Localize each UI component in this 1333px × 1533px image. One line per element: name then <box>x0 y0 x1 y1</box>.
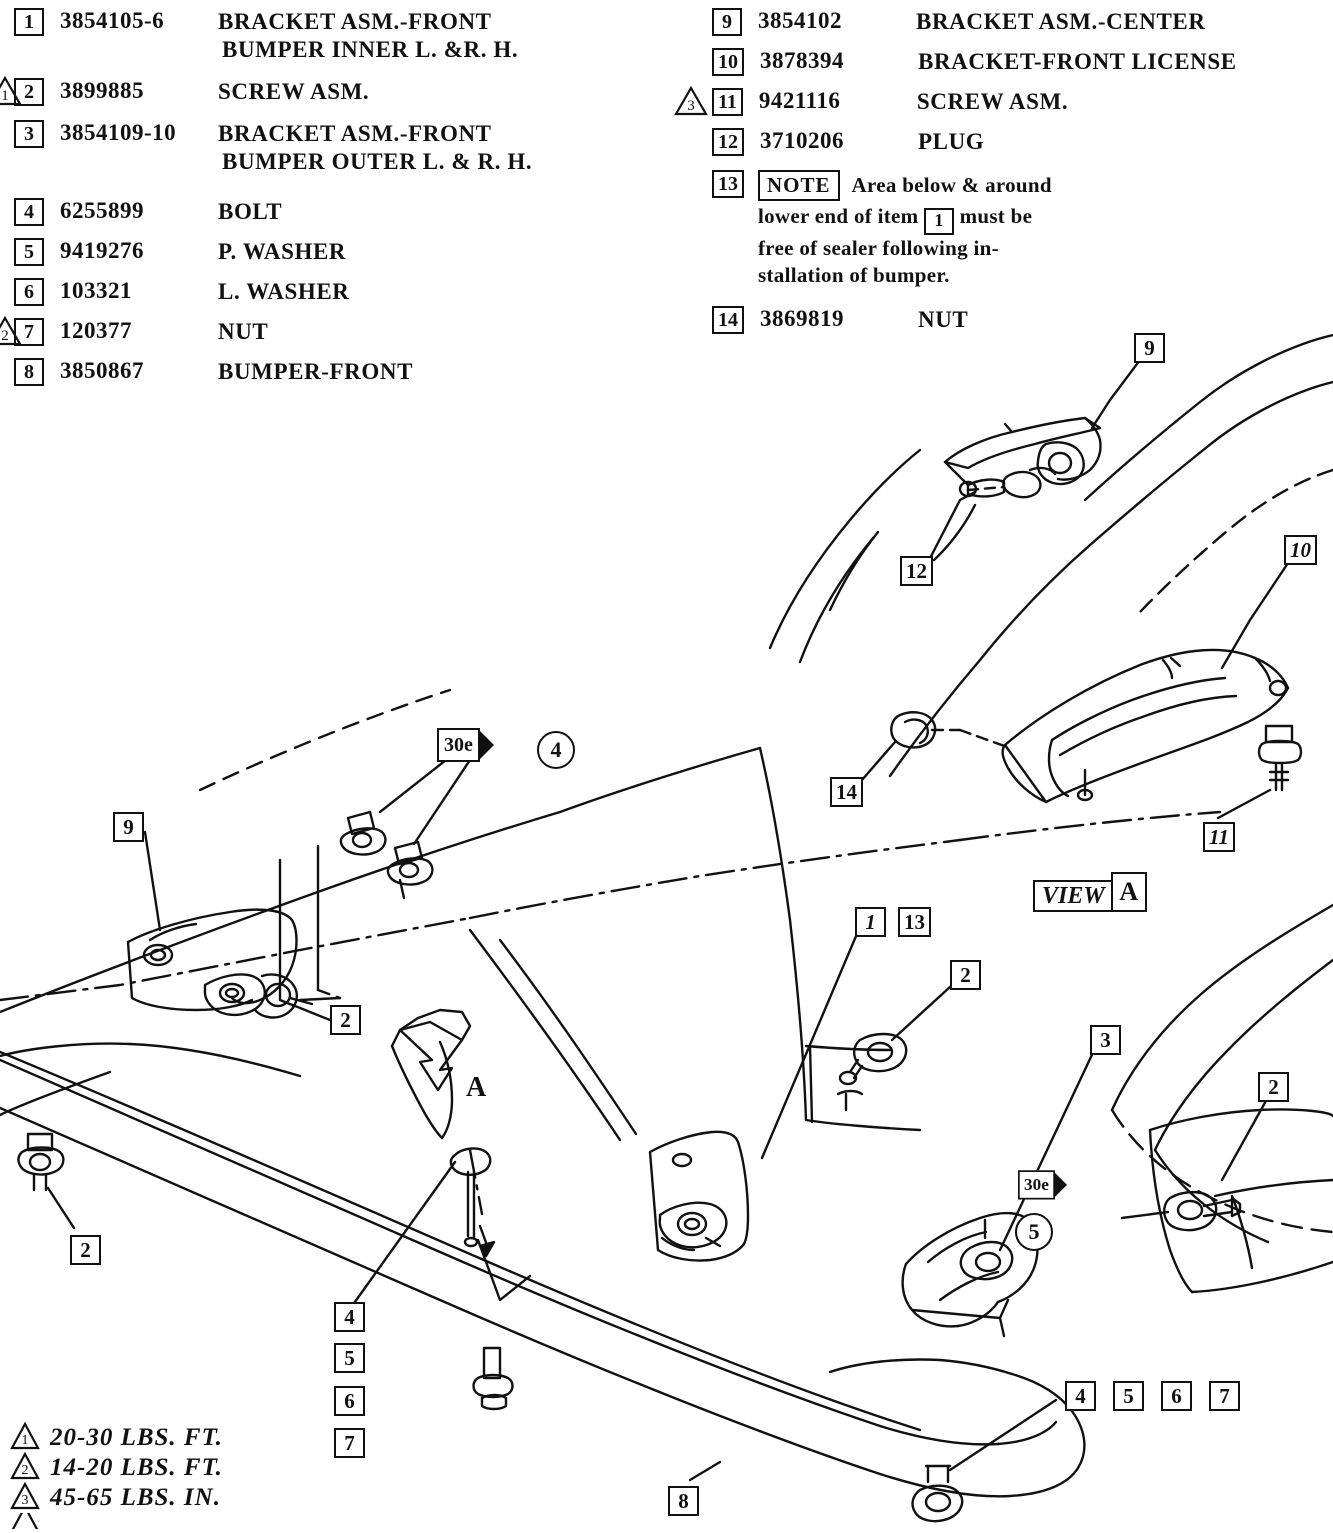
torque-flag-left <box>437 730 509 760</box>
callout-number: 8 <box>14 358 44 386</box>
torque-value-2: 14-20 LBS. FT. <box>50 1454 223 1481</box>
parts-row <box>14 358 654 386</box>
section-letter-a: A <box>466 1072 487 1103</box>
parts-row <box>712 48 1312 76</box>
part-number: 3878394 <box>760 48 844 74</box>
callout-number: 13 <box>712 170 744 198</box>
parts-row <box>14 278 654 306</box>
drawing-callout-5-mid: 5 <box>334 1343 365 1373</box>
part-number: 3854105-6 <box>60 8 165 33</box>
drawing-callout-5-bottom-right: 5 <box>1113 1381 1144 1411</box>
torque-flag-left-label: 30e <box>437 728 480 762</box>
view-a-letter: A <box>1111 872 1147 912</box>
parts-row <box>1 318 654 346</box>
part-description-line2: BUMPER INNER L. &R. H. <box>222 37 519 63</box>
parts-row <box>712 306 1312 334</box>
callout-number: 6 <box>14 278 44 306</box>
callout-number: 4 <box>14 198 44 226</box>
parts-note-row <box>712 170 1312 290</box>
view-a-text: VIEW <box>1033 880 1111 912</box>
drawing-callout-4-mid: 4 <box>334 1302 365 1332</box>
part-description-line1: SCREW ASM. <box>218 79 370 105</box>
part-description-line1: BRACKET ASM.-FRONT <box>218 9 492 34</box>
drawing-callout-11: 11 <box>1203 822 1235 852</box>
part-number: 3869819 <box>760 306 844 331</box>
drawing-callout-7-bottom-right: 7 <box>1209 1381 1240 1411</box>
parts-row <box>712 8 1312 36</box>
drawing-circle-callout-4: 4 <box>537 731 575 769</box>
svg-text:2: 2 <box>1 328 9 345</box>
part-number: 9419276 <box>60 238 144 264</box>
torque-value-1: 20-30 LBS. FT. <box>50 1424 223 1451</box>
torque-legend-row-partial <box>10 1513 350 1529</box>
parts-row <box>1 78 654 106</box>
part-number: 9421116 <box>758 88 841 114</box>
callout-number: 1 <box>14 8 44 36</box>
callout-number: 5 <box>14 238 44 266</box>
callout-number: 14 <box>712 306 744 334</box>
callout-number: 12 <box>712 128 744 156</box>
part-description <box>218 78 369 106</box>
note-line-2 <box>758 203 1052 234</box>
svg-text:2: 2 <box>21 1462 29 1478</box>
parts-row <box>14 238 654 266</box>
note-line-3: free of sealer following in- <box>758 235 999 260</box>
part-description: BRACKET ASM.-CENTER <box>916 9 1206 34</box>
torque-legend-row <box>10 1423 350 1453</box>
part-number: 103321 <box>60 278 132 304</box>
svg-text:1: 1 <box>1 88 9 105</box>
part-number: 3854109-10 <box>60 120 177 146</box>
part-description <box>218 120 532 176</box>
view-a-label <box>1033 872 1147 912</box>
drawing-callout-1: 1 <box>855 907 886 937</box>
drawing-callout-12: 12 <box>900 556 933 586</box>
drawing-callout-9-left: 9 <box>113 812 144 842</box>
part-number: 3710206 <box>760 128 844 154</box>
torque-symbol-1-icon <box>10 1422 40 1455</box>
part-description: BRACKET-FRONT LICENSE <box>918 49 1237 75</box>
note-line-2-post: must be <box>959 204 1033 229</box>
note-label: NOTE <box>758 170 840 201</box>
drawing-callout-9-top: 9 <box>1134 333 1165 363</box>
torque-warning-triangle-icon <box>674 86 708 116</box>
torque-legend-row <box>10 1483 350 1513</box>
parts-list <box>0 0 1333 430</box>
svg-text:3: 3 <box>21 1492 29 1508</box>
drawing-callout-13: 13 <box>898 907 931 937</box>
drawing-callout-2-right: 2 <box>1258 1072 1289 1102</box>
note-item-reference: 1 <box>924 208 954 235</box>
drawing-callout-2-center: 2 <box>950 960 981 990</box>
torque-flag-right-label: 30e <box>1018 1170 1055 1199</box>
part-number: 3899885 <box>60 78 144 104</box>
drawing-callout-3: 3 <box>1090 1025 1121 1055</box>
part-description-line2: BUMPER OUTER L. & R. H. <box>222 149 533 175</box>
part-description: NUT <box>218 319 269 345</box>
parts-row <box>14 8 654 64</box>
callout-number: 2 <box>14 78 44 106</box>
parts-list-left-column <box>1 8 654 392</box>
part-description-line1: BRACKET ASM.-FRONT <box>218 121 492 147</box>
drawing-callout-8: 8 <box>668 1486 699 1516</box>
svg-text:3: 3 <box>687 98 695 115</box>
note-line-1: Area below & around <box>851 172 1052 197</box>
torque-warning-triangle-icon <box>0 76 22 106</box>
drawing-callout-6-mid: 6 <box>334 1386 365 1416</box>
svg-text:1: 1 <box>21 1432 29 1448</box>
callout-number: 10 <box>712 48 744 76</box>
drawing-callout-10: 10 <box>1284 535 1317 565</box>
drawing-callout-2-left: 2 <box>330 1005 361 1035</box>
part-description: PLUG <box>918 129 985 155</box>
parts-row <box>14 198 654 226</box>
torque-value-3: 45-65 LBS. IN. <box>50 1484 221 1511</box>
part-number: 120377 <box>60 318 132 344</box>
part-description: BOLT <box>218 199 283 225</box>
torque-symbol-2-icon <box>10 1452 40 1485</box>
callout-number: 9 <box>712 8 742 36</box>
callout-number: 11 <box>712 88 743 116</box>
torque-flag-right-diamond-icon <box>1054 1172 1080 1198</box>
drawing-callout-14: 14 <box>830 777 863 807</box>
parts-row <box>687 88 1312 116</box>
part-number: 6255899 <box>60 198 144 224</box>
part-description: L. WASHER <box>218 279 350 305</box>
torque-flag-left-diamond-icon <box>479 730 509 760</box>
torque-warning-triangle-icon <box>0 316 22 346</box>
callout-number: 7 <box>14 318 44 346</box>
part-number: 3854102 <box>758 8 842 33</box>
parts-list-right-column <box>687 8 1312 340</box>
drawing-callout-4-bottom-right: 4 <box>1065 1381 1096 1411</box>
part-description: BUMPER-FRONT <box>218 359 414 385</box>
part-description: P. WASHER <box>218 239 347 265</box>
part-number: 3850867 <box>60 358 144 384</box>
torque-flag-right <box>1018 1172 1080 1198</box>
drawing-callout-2-far-left: 2 <box>70 1235 101 1265</box>
parts-row <box>712 128 1312 156</box>
drawing-circle-callout-5: 5 <box>1015 1213 1053 1251</box>
note-line-2-pre: lower end of item <box>758 204 919 229</box>
drawing-callout-6-bottom-right: 6 <box>1161 1381 1192 1411</box>
parts-row <box>14 120 654 176</box>
torque-symbol-4-icon <box>10 1513 40 1529</box>
part-description <box>218 8 518 64</box>
callout-number: 3 <box>14 120 44 148</box>
drawing-callout-7-mid: 7 <box>334 1428 365 1458</box>
torque-symbol-3-icon <box>10 1482 40 1515</box>
part-description: NUT <box>918 307 969 332</box>
torque-legend-row <box>10 1453 350 1483</box>
torque-legend <box>10 1423 350 1529</box>
note-line-4: stallation of bumper. <box>758 263 950 288</box>
part-description: SCREW ASM. <box>916 89 1069 115</box>
